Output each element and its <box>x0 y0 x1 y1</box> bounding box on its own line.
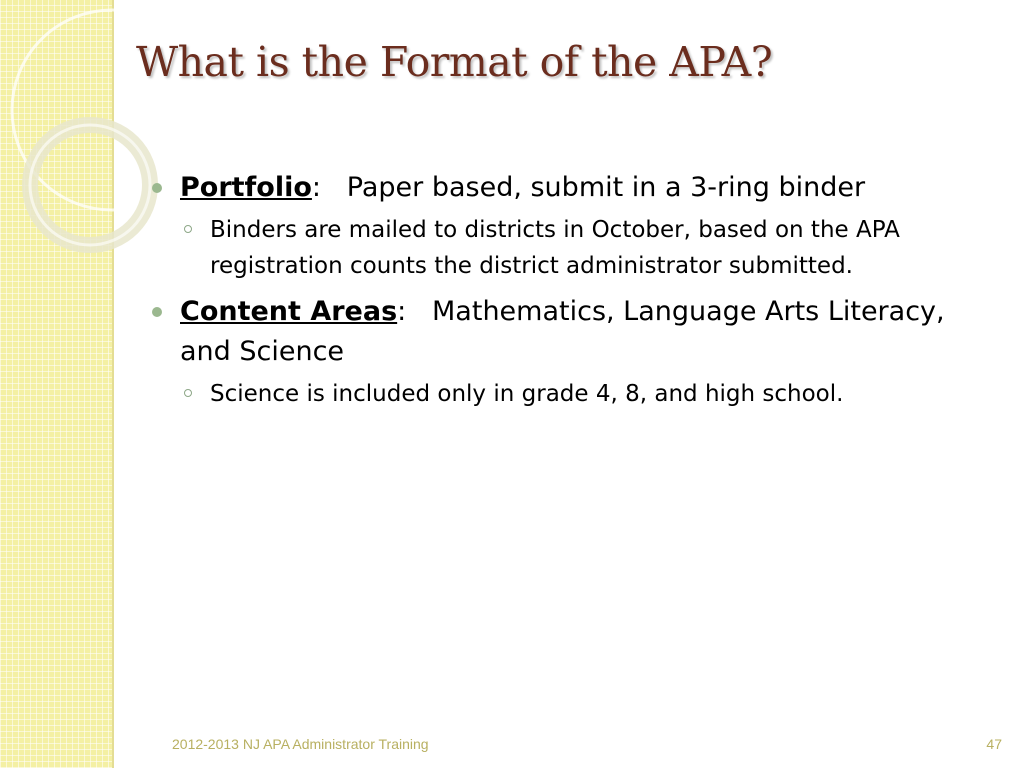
bullet-term: Portfolio <box>180 172 312 203</box>
bullet-separator: : <box>397 296 407 327</box>
sub-bullet-circle-icon <box>184 389 192 397</box>
sub-bullet-binders <box>148 212 998 284</box>
bullet-dot-icon <box>152 183 162 193</box>
bullet-text: Mathematics, Language Arts Literacy, and Science <box>180 296 945 367</box>
bullet-separator: : <box>311 172 322 203</box>
sub-bullet-science <box>148 376 998 412</box>
footer-text: 2012-2013 NJ APA Administrator Training <box>172 736 429 752</box>
slide-content <box>148 168 998 420</box>
bullet-text: Paper based, submit in a 3-ring binder <box>346 172 866 203</box>
bullet-content-areas <box>148 292 998 372</box>
bullet-term: Content Areas <box>180 296 398 327</box>
page-number: 47 <box>986 736 1002 752</box>
slide-title: What is the Format of the APA? <box>136 38 773 86</box>
sub-bullet-circle-icon <box>184 225 192 233</box>
bullet-portfolio <box>148 168 998 208</box>
sub-bullet-text: Science is included only in grade 4, 8, and high school. <box>210 381 844 407</box>
sub-bullet-text: Binders are mailed to districts in October, based on the APA registration counts the district administrator submitted. <box>210 217 900 279</box>
bullet-dot-icon <box>152 307 162 317</box>
